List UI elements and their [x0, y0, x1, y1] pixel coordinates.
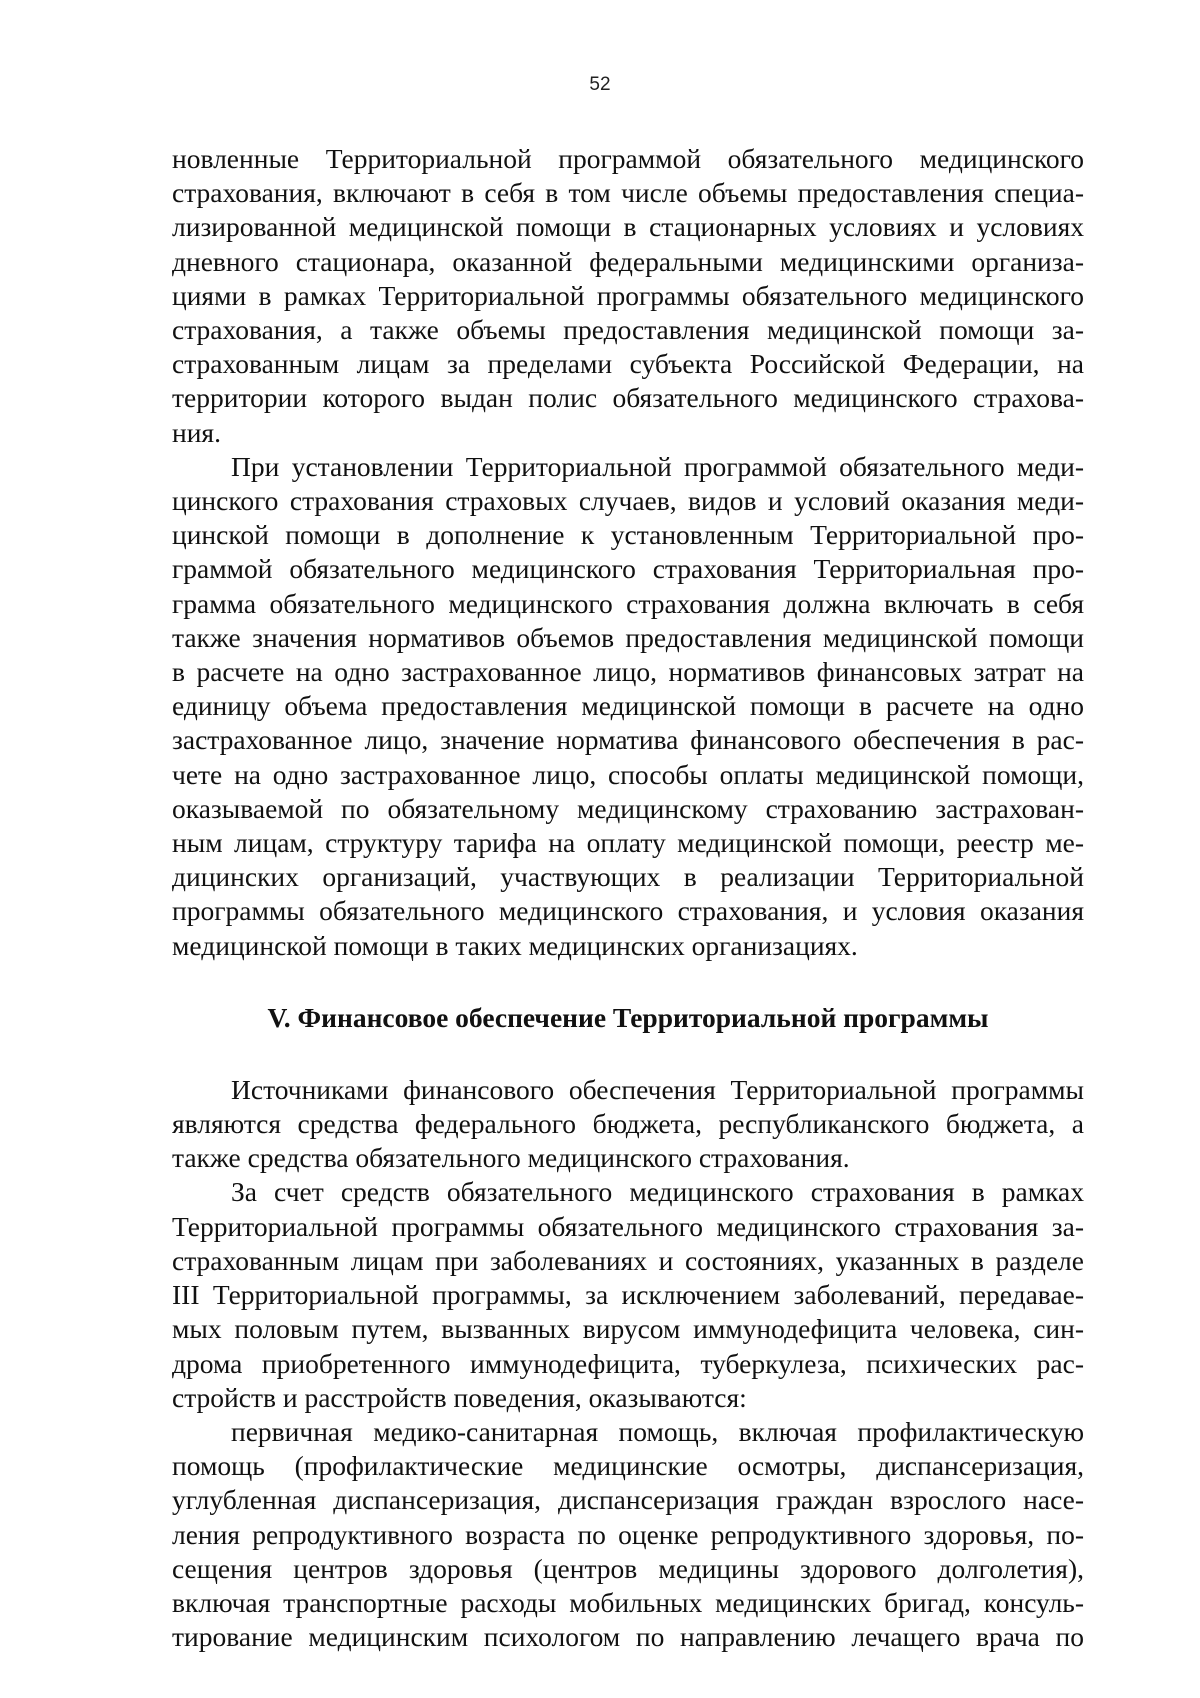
paragraph-4 — [172, 1175, 1084, 1414]
paragraph-5 — [172, 1415, 1084, 1654]
text-line: сещения центров здоровья (центров медицины здорового долголетия), — [172, 1552, 1084, 1584]
text-line: являются средства федерального бюджета, республиканского бюджета, а — [172, 1108, 1084, 1140]
text-line: новленные Территориальной программой обязательного медицинского — [172, 143, 1084, 174]
text-line: страхования, а также объемы предоставления медицинской помощи за- — [172, 314, 1084, 346]
text-line: программы обязательного медицинского страхования, и условия оказания — [172, 895, 1084, 927]
text-line: цинской помощи в дополнение к установленным Территориальной про- — [172, 519, 1084, 551]
text-line: дицинских организаций, участвующих в реализации Территориальной — [172, 861, 1084, 893]
text-line: циями в рамках Территориальной программы обязательного медицинского — [172, 279, 1084, 311]
text-line: цинского страхования страховых случаев, видов и условий оказания меди- — [172, 485, 1084, 517]
text-line: Территориальной программы обязательного медицинского страхования за- — [172, 1210, 1084, 1242]
text-line: также значения нормативов объемов предоставления медицинской помощи — [172, 621, 1084, 653]
page-number: 52 — [589, 74, 611, 95]
paragraph-3 — [172, 1073, 1084, 1176]
text-line: III Территориальной программы, за исключением заболеваний, передавае- — [172, 1279, 1084, 1311]
text-line: ления репродуктивного возраста по оценке репродуктивного здоровья, по- — [172, 1518, 1084, 1550]
document-body — [172, 142, 1084, 1654]
text-line: страхования, включают в себя в том числе объемы предоставления специа- — [172, 177, 1084, 209]
text-line: дрома приобретенного иммунодефицита, туберкулеза, психических рас- — [172, 1347, 1084, 1379]
text-line: При установлении Территориальной программой обязательного меди- — [231, 450, 1084, 482]
text-line: застрахованное лицо, значение норматива финансового обеспечения в рас- — [172, 724, 1084, 756]
text-line: медицинской помощи в таких медицинских организациях. — [172, 929, 858, 961]
text-line: дневного стационара, оказанной федеральными медицинскими организа- — [172, 245, 1084, 277]
text-line: оказываемой по обязательному медицинскому страхованию застрахован- — [172, 792, 1084, 824]
text-line: страхованным лицам за пределами субъекта Российской Федерации, на — [172, 348, 1084, 380]
text-line: граммой обязательного медицинского страхования Территориальная про- — [172, 553, 1084, 585]
text-line: лизированной медицинской помощи в стационарных условиях и условиях — [172, 211, 1084, 243]
text-line: чете на одно застрахованное лицо, способы оплаты медицинской помощи, — [172, 758, 1084, 790]
text-line: страхованным лицам при заболеваниях и состояниях, указанных в разделе — [172, 1244, 1084, 1276]
text-line: помощь (профилактические медицинские осмотры, диспансеризация, — [172, 1450, 1084, 1482]
text-line: тирование медицинским психологом по направлению лечащего врача по — [172, 1621, 1084, 1653]
text-line: Источниками финансового обеспечения Территориальной программы — [231, 1073, 1084, 1105]
text-line: первичная медико-санитарная помощь, включая профилактическую — [231, 1415, 1084, 1447]
text-line: в расчете на одно застрахованное лицо, нормативов финансовых затрат на — [172, 656, 1084, 688]
text-line: также средства обязательного медицинского страхования. — [172, 1142, 850, 1174]
section-heading: V. Финансовое обеспечение Территориальной программы — [267, 1001, 989, 1033]
paragraph-2 — [172, 450, 1084, 963]
text-line: территории которого выдан полис обязательного медицинского страхова- — [172, 382, 1084, 414]
text-line: включая транспортные расходы мобильных медицинских бригад, консуль- — [172, 1586, 1084, 1618]
text-line: ния. — [172, 416, 221, 448]
text-line: углубленная диспансеризация, диспансеризация граждан взрослого насе- — [172, 1484, 1084, 1516]
text-line: грамма обязательного медицинского страхования должна включать в себя — [172, 587, 1084, 619]
paragraph-1 — [172, 142, 1084, 450]
text-line: За счет средств обязательного медицинского страхования в рамках — [231, 1176, 1084, 1208]
text-line: единицу объема предоставления медицинской помощи в расчете на одно — [172, 690, 1084, 722]
text-line: мых половым путем, вызванных вирусом иммунодефицита человека, син- — [172, 1313, 1084, 1345]
text-line: стройств и расстройств поведения, оказываются: — [172, 1381, 747, 1413]
text-line: ным лицам, структуру тарифа на оплату медицинской помощи, реестр ме- — [172, 827, 1084, 859]
